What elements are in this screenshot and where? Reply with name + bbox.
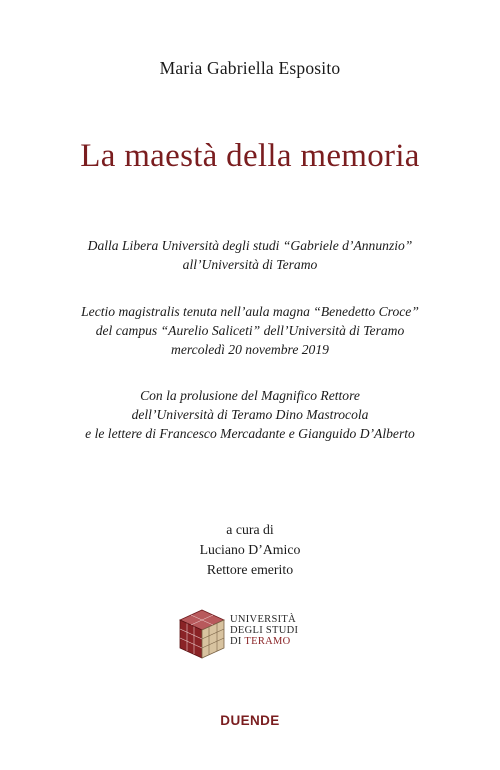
university-logo: [178, 608, 328, 668]
cube-emblem-icon: [178, 608, 226, 660]
logo-line: DEGLI STUDI: [230, 625, 299, 636]
logo-line: UNIVERSITÀ: [230, 614, 296, 625]
subtitle-line: Dalla Libera Università degli studi “Gabriele d’Annunzio”: [87, 238, 413, 253]
subtitle-block-origin: [0, 236, 500, 274]
logo-line-last: [230, 636, 298, 647]
logo-line-teramo: TERAMO: [244, 636, 291, 647]
subtitle-line: del campus “Aurelio Saliceti” dell’Università di Teramo: [95, 323, 405, 338]
book-title: La maestà della memoria: [80, 138, 420, 174]
logo-wordmark: [230, 614, 298, 647]
subtitle-line: Con la prolusione del Magnifico Rettore: [140, 388, 360, 403]
subtitle-line: dell’Università di Teramo Dino Mastrocola: [131, 407, 369, 422]
curator-name: Luciano D’Amico: [199, 542, 301, 557]
subtitle-line: Lectio magistralis tenuta nell’aula magna “Benedetto Croce”: [81, 304, 419, 319]
subtitle-block-prolusion: [0, 386, 500, 443]
subtitle-line: all’Università di Teramo: [182, 257, 318, 272]
logo-line-prefix: DI: [230, 636, 245, 647]
curator-role: Rettore emerito: [206, 562, 294, 577]
curator-block: [0, 520, 500, 580]
subtitle-line: mercoledì 20 novembre 2019: [171, 342, 329, 357]
publisher-name: DUENDE: [220, 713, 280, 728]
curator-label: a cura di: [226, 522, 274, 537]
author-name: Maria Gabriella Esposito: [159, 58, 341, 78]
subtitle-block-lectio: [0, 302, 500, 359]
subtitle-line: e le lettere di Francesco Mercadante e Gianguido D’Alberto: [85, 426, 415, 441]
